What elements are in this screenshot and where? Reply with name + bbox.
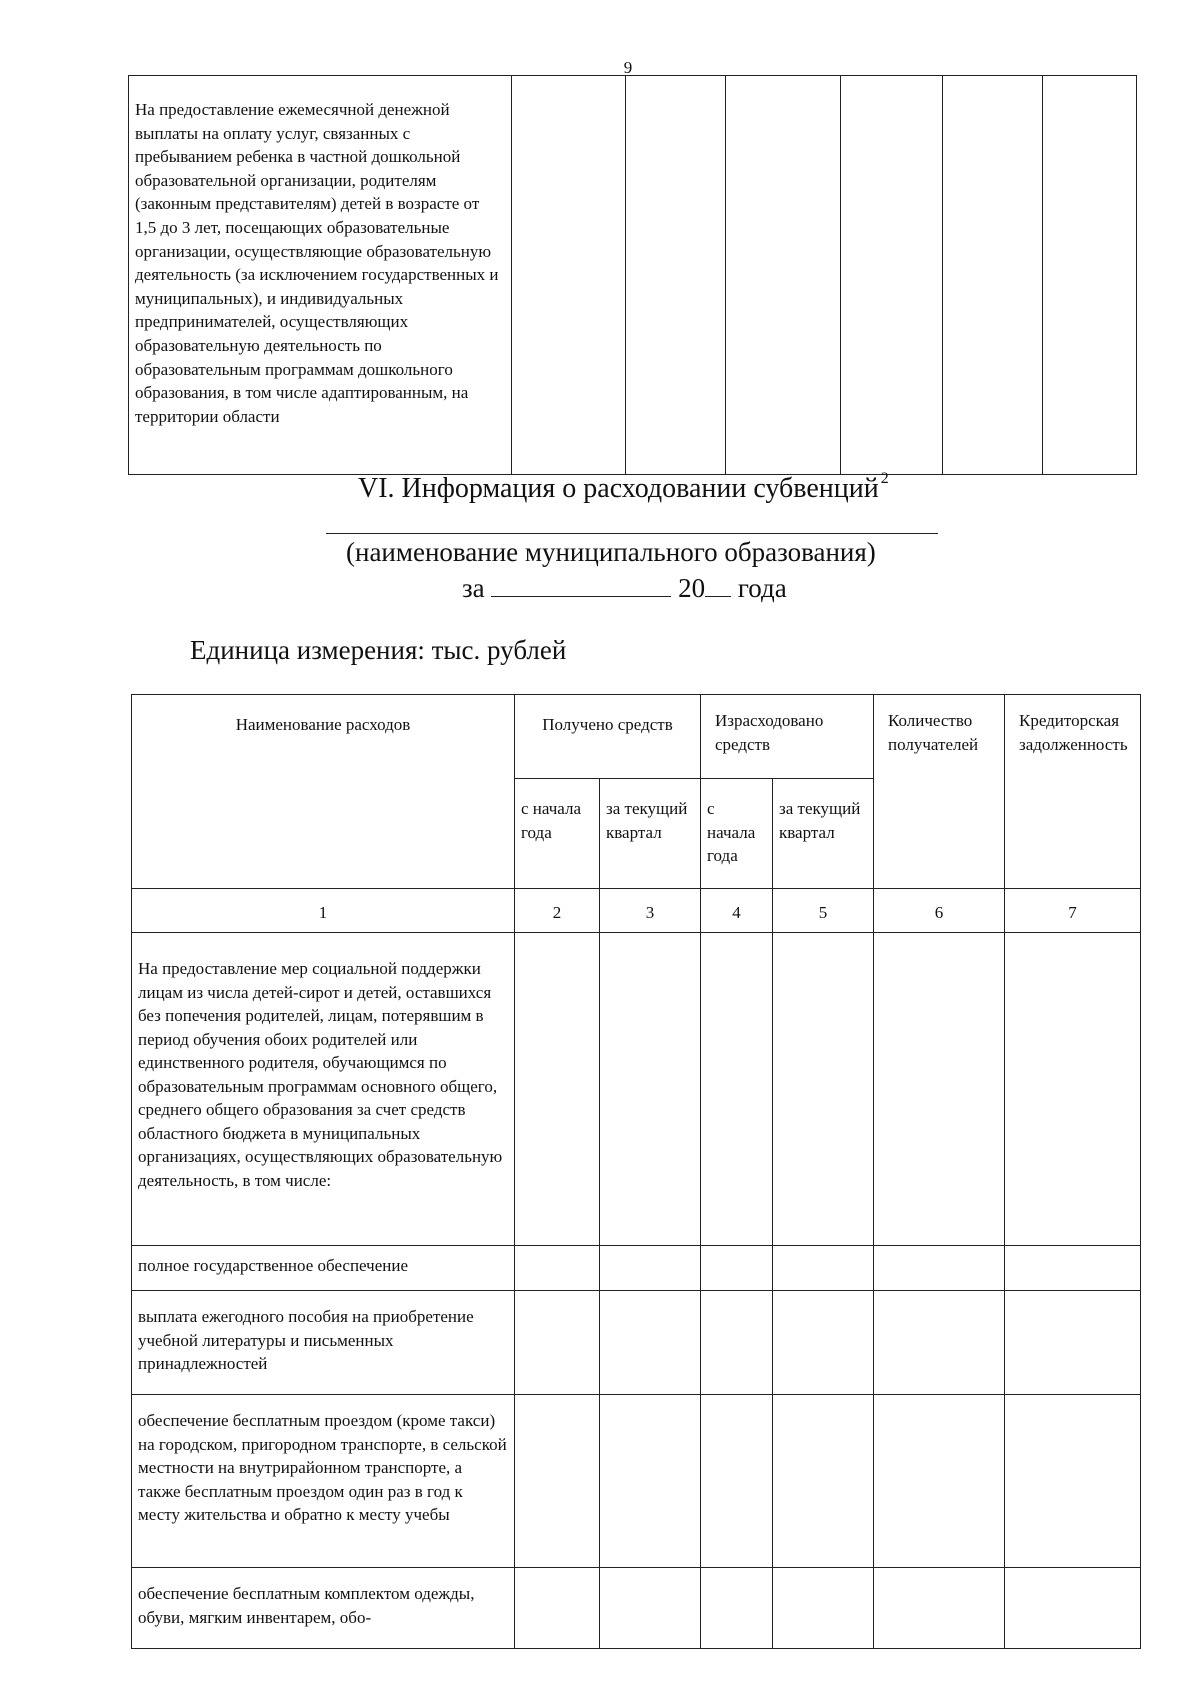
header-recipients: Количество получателей xyxy=(874,695,1005,889)
empty-cell xyxy=(600,1246,701,1291)
header-received: Получено средств xyxy=(515,695,701,779)
unit-label: Единица измерения: тыс. рублей xyxy=(190,635,567,665)
empty-cell xyxy=(773,1395,874,1568)
year-blank xyxy=(705,568,731,597)
section-title xyxy=(358,470,889,505)
period-prefix: за xyxy=(462,573,485,603)
empty-cell xyxy=(773,1568,874,1649)
empty-cell xyxy=(701,1291,773,1395)
empty-cell xyxy=(1005,1395,1141,1568)
empty-cell xyxy=(773,1291,874,1395)
subheader-current-quarter: за текущий квартал xyxy=(773,779,874,889)
empty-cell xyxy=(874,1291,1005,1395)
period-line xyxy=(462,568,787,604)
header-debt: Кредиторская задолженность xyxy=(1005,695,1141,889)
empty-cell xyxy=(626,76,726,475)
header-spent: Израсходовано средств xyxy=(701,695,874,779)
period-blank xyxy=(491,568,671,597)
empty-cell xyxy=(943,76,1043,475)
column-number: 3 xyxy=(600,889,701,933)
empty-cell xyxy=(1005,933,1141,1246)
header-row xyxy=(132,695,1141,779)
table-row xyxy=(132,933,1141,1246)
row-label: обеспечение бесплатным проездом (кроме такси) на городском, пригородном транспорте, в сельской местности на внутрирайонном транспорте, а также бесплатным проездом один раз в год к месту жительства и обратно к месту учебы xyxy=(132,1395,515,1568)
empty-cell xyxy=(701,1568,773,1649)
table-row xyxy=(132,1395,1141,1568)
table-row xyxy=(132,1246,1141,1291)
column-number: 7 xyxy=(1005,889,1141,933)
column-number: 5 xyxy=(773,889,874,933)
table-row xyxy=(132,1568,1141,1649)
row-label: обеспечение бесплатным комплектом одежды, обуви, мягким инвентарем, обо- xyxy=(132,1568,515,1649)
period-suffix: года xyxy=(737,573,787,603)
empty-cell xyxy=(701,1395,773,1568)
empty-cell xyxy=(874,933,1005,1246)
subheader-from-year-start: с начала года xyxy=(515,779,600,889)
empty-cell xyxy=(600,1568,701,1649)
period-year: 20 xyxy=(678,573,706,603)
empty-cell xyxy=(515,1246,600,1291)
table-row xyxy=(132,1291,1141,1395)
empty-cell xyxy=(701,933,773,1246)
row-label: На предоставление мер социальной поддержки лицам из числа детей-сирот и детей, оставшихся без попечения родителей, лицам, потерявшим в период обучения обоих родителей или единственного родителя, обучающимся по образовательным программам основного общего, среднего общего образования за счет средств областного бюджета в муниципальных организациях, осуществляющих образовательную деятельность, в том числе: xyxy=(132,933,515,1246)
empty-cell xyxy=(874,1395,1005,1568)
empty-cell xyxy=(1005,1568,1141,1649)
continued-table xyxy=(128,75,1137,475)
empty-cell xyxy=(1043,76,1137,475)
empty-cell xyxy=(515,933,600,1246)
row-label: полное государственное обеспечение xyxy=(132,1246,515,1291)
table-row xyxy=(129,76,1137,475)
expenses-table xyxy=(131,694,1141,1649)
municipality-name-line xyxy=(326,533,938,534)
subheader-current-quarter: за текущий квартал xyxy=(600,779,701,889)
row-label: На предоставление ежемесячной денежной выплаты на оплату услуг, связанных с пребыванием ребенка в частной дошкольной образовательной организации, родителям (законным представителям) детей в возрасте от 1,5 до 3 лет, посещающих образовательные организации, осуществляющие образовательную деятельность (за исключением государственных и муниципальных), и индивидуальных предпринимателей, осуществляющих образовательную деятельность по образовательным программам дошкольного образования, в том числе адаптированным, на территории области xyxy=(129,76,512,475)
header-name: Наименование расходов xyxy=(132,695,515,889)
footnote-mark: 2 xyxy=(880,470,889,487)
empty-cell xyxy=(515,1395,600,1568)
column-number: 1 xyxy=(132,889,515,933)
empty-cell xyxy=(600,1395,701,1568)
empty-cell xyxy=(773,933,874,1246)
row-label: выплата ежегодного пособия на приобретение учебной литературы и письменных принадлежностей xyxy=(132,1291,515,1395)
empty-cell xyxy=(600,933,701,1246)
column-number: 6 xyxy=(874,889,1005,933)
empty-cell xyxy=(841,76,943,475)
column-number: 2 xyxy=(515,889,600,933)
empty-cell xyxy=(515,1291,600,1395)
page-number: 9 xyxy=(623,58,633,77)
municipality-name-caption: (наименование муниципального образования) xyxy=(346,537,876,567)
subheader-from-year-start: с начала года xyxy=(701,779,773,889)
empty-cell xyxy=(1005,1246,1141,1291)
section-title-text: VI. Информация о расходовании субвенций xyxy=(358,473,879,504)
column-number: 4 xyxy=(701,889,773,933)
empty-cell xyxy=(512,76,626,475)
empty-cell xyxy=(600,1291,701,1395)
empty-cell xyxy=(726,76,841,475)
empty-cell xyxy=(701,1246,773,1291)
empty-cell xyxy=(515,1568,600,1649)
empty-cell xyxy=(874,1568,1005,1649)
empty-cell xyxy=(1005,1291,1141,1395)
column-number-row xyxy=(132,889,1141,933)
empty-cell xyxy=(874,1246,1005,1291)
empty-cell xyxy=(773,1246,874,1291)
